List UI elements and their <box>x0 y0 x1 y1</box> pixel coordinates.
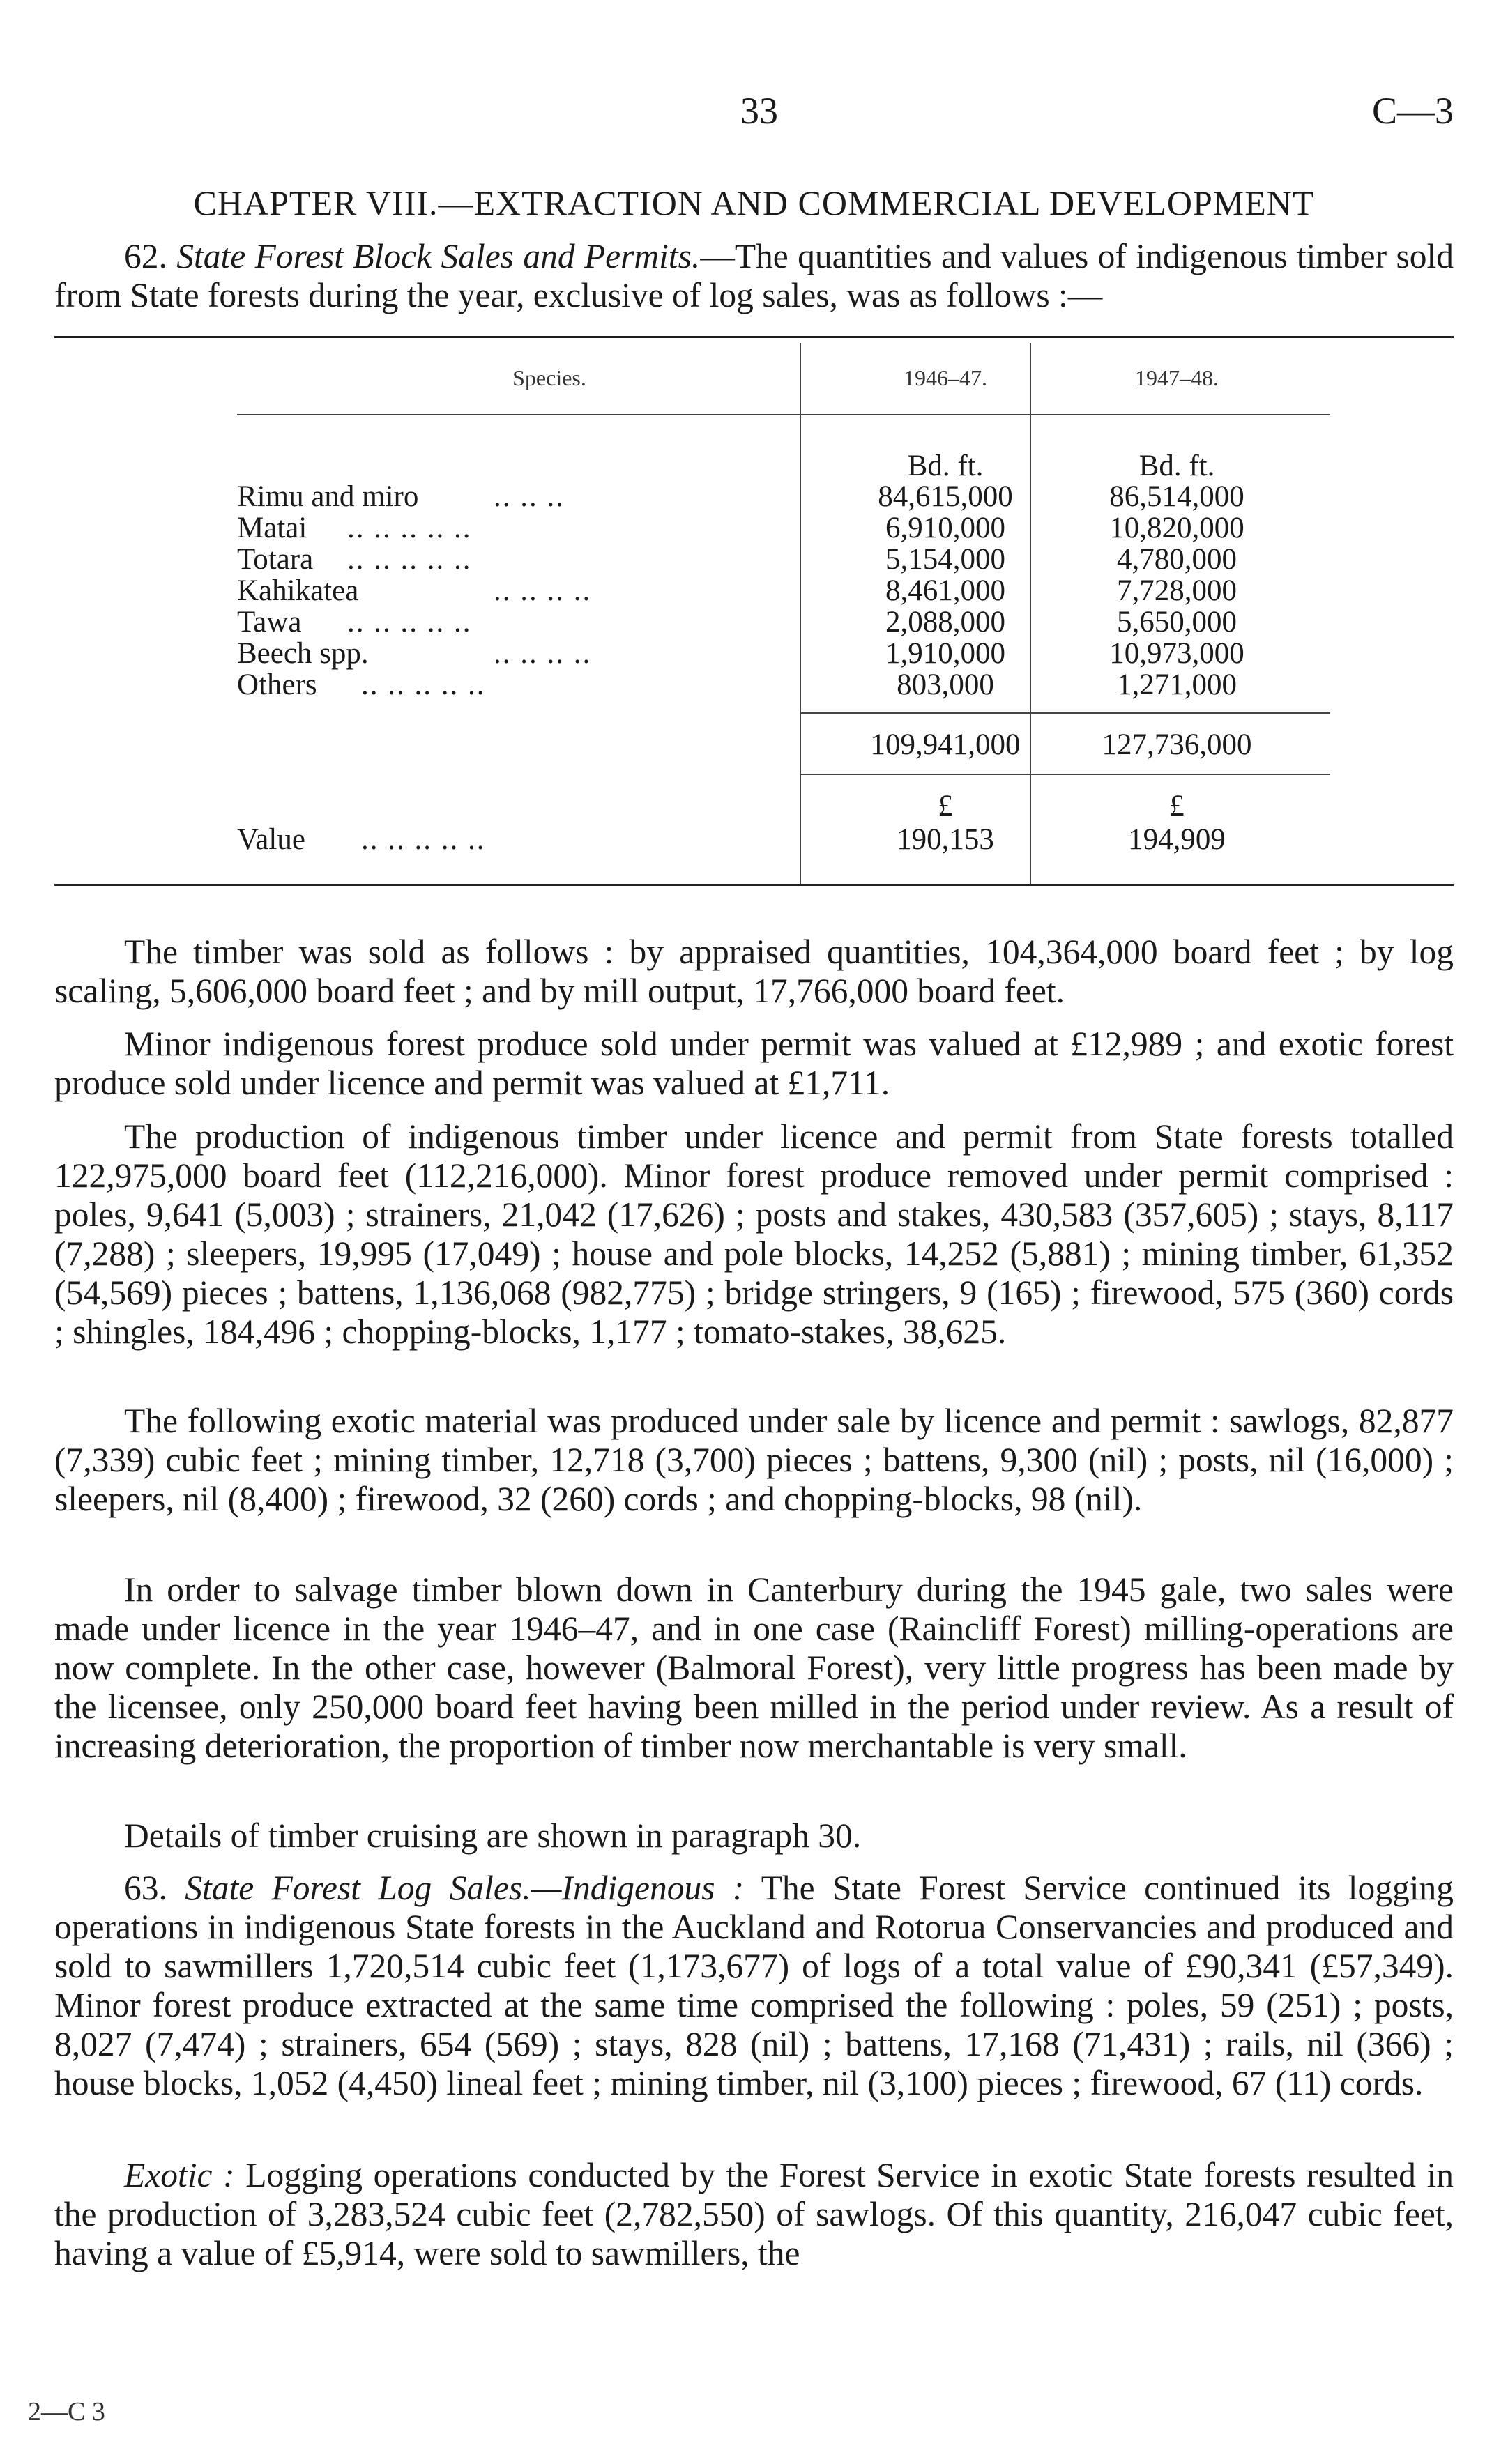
species-name: Tawa <box>237 606 302 638</box>
leader-dots: .. .. .. .. .. <box>347 606 472 638</box>
species-name: Kahikatea <box>237 574 359 607</box>
total-1947-48: 127,736,000 <box>1102 728 1252 761</box>
leader-dots: .. .. .. .. .. <box>361 823 486 856</box>
unit-1947-48: Bd. ft. <box>1138 450 1215 482</box>
currency-1947-48: £ <box>1169 790 1185 822</box>
currency-1946-47: £ <box>938 790 953 822</box>
table-row <box>54 511 1454 542</box>
section-62-heading: State Forest Block Sales and Permits. <box>176 237 701 275</box>
section-63-log-sales <box>54 1869 1454 2103</box>
value-1946-47: 1,910,000 <box>885 637 1005 670</box>
header-underline <box>237 414 1330 415</box>
total-underline <box>800 774 1330 775</box>
leader-dots: .. .. .. <box>494 480 565 513</box>
leader-dots: .. .. .. .. <box>494 637 592 670</box>
table-row <box>54 542 1454 574</box>
table-top-rule <box>54 336 1454 338</box>
exotic-text: Logging operations conducted by the Forest Service in exotic State forests resulted in the production of 3,283,524 cubic feet (2,782,550) of sawlogs. Of this quantity, 216,047 cubic feet, having a value of £5,914, were sold to sawmillers, the <box>54 2156 1454 2272</box>
section-62-number: 62. <box>124 237 167 275</box>
species-name: Totara <box>237 543 314 576</box>
signature-mark: 2—C 3 <box>28 2397 105 2426</box>
table-row <box>54 636 1454 668</box>
value-1946-47: 803,000 <box>897 668 994 701</box>
section-62-text: —The quantities and values of indigenous timber sold from State forests during the year, exclusive of log sales, was as follows :— <box>54 237 1454 314</box>
section-63-number: 63. <box>124 1869 167 1907</box>
exotic-heading: Exotic : <box>124 2156 235 2194</box>
value-label: Value <box>237 823 305 856</box>
leader-dots: .. .. .. .. .. <box>347 543 472 576</box>
table-row <box>54 574 1454 605</box>
paragraph-sales-method: The timber was sold as follows : by appraised quantities, 104,364,000 board feet ; by log scaling, 5,606,000 board feet ; and by mill output, 17,766,000 board feet. <box>54 933 1454 1010</box>
paragraph-minor-produce: Minor indigenous forest produce sold under permit was valued at £12,989 ; and exotic forest produce sold under licence and permit was valued at £1,711. <box>54 1025 1454 1102</box>
value-1947-48: 10,820,000 <box>1109 512 1244 544</box>
value-1947-48: 10,973,000 <box>1109 637 1244 670</box>
value-1947-48: 86,514,000 <box>1109 480 1244 513</box>
section-63-subheading: —Indigenous : <box>531 1869 745 1907</box>
value-1947-48: 5,650,000 <box>1117 606 1237 638</box>
page-header <box>54 89 1454 138</box>
paragraph-cruising: Details of timber cruising are shown in paragraph 30. <box>124 1816 862 1855</box>
unit-1946-47: Bd. ft. <box>907 450 984 482</box>
species-name: Others <box>237 668 317 701</box>
col-header-1946-47: 1946–47. <box>904 365 987 390</box>
value-1946-47: 5,154,000 <box>885 543 1005 576</box>
paragraph-exotic-material: The following exotic material was produced under sale by licence and permit : sawlogs, 82,877 (7,339) cubic feet ; mining timber, 12,718 (3,700) pieces ; battens, 9,300 (nil) ; posts, nil (16,000) ; sleepers, nil (8,400) ; firewood, 32 (260) cords ; and chopping-blocks, 98 (nil). <box>54 1402 1454 1518</box>
species-name: Beech spp. <box>237 637 369 670</box>
table-bottom-rule <box>54 884 1454 886</box>
value-1947-48: 4,780,000 <box>1117 543 1237 576</box>
value-row <box>54 822 1454 854</box>
table-row <box>54 668 1454 699</box>
value-total-1947-48: 194,909 <box>1128 823 1226 856</box>
unit-row <box>54 449 1454 480</box>
col-header-1947-48: 1947–48. <box>1135 365 1219 390</box>
value-total-1946-47: 190,153 <box>897 823 994 856</box>
species-name: Rimu and miro <box>237 480 419 513</box>
chapter-title: CHAPTER VIII.—EXTRACTION AND COMMERCIAL DEVELOPMENT <box>193 183 1315 222</box>
section-62-intro <box>54 237 1454 315</box>
section-63-exotic <box>54 2156 1454 2273</box>
page-number: 33 <box>740 90 778 132</box>
paragraph-canterbury-salvage: In order to salvage timber blown down in Canterbury during the 1945 gale, two sales were made under licence in the year 1946–47, and in one case (Raincliff Forest) milling-operations are now complete. In the other case, however (Balmoral Forest), very little progress has been made by the licensee, only 250,000 board feet having been milled in the period under review. As a result of increasing deterioration, the proportion of timber now merchantable is very small. <box>54 1570 1454 1765</box>
total-row <box>54 728 1454 759</box>
col-header-species: Species. <box>512 365 586 390</box>
table-row <box>54 605 1454 636</box>
leader-dots: .. .. .. .. <box>494 574 592 607</box>
document-code: C—3 <box>1371 90 1454 132</box>
value-1947-48: 1,271,000 <box>1117 668 1237 701</box>
total-overline <box>800 712 1330 714</box>
value-1946-47: 84,615,000 <box>878 480 1013 513</box>
leader-dots: .. .. .. .. .. <box>347 512 472 544</box>
table-row <box>54 480 1454 511</box>
value-1947-48: 7,728,000 <box>1117 574 1237 607</box>
paragraph-production: The production of indigenous timber under licence and permit from State forests totalled 122,975,000 board feet (112,216,000). Minor forest produce removed under permit comprised : poles, 9,641 (5,003) ; strainers, 21,042 (17,626) ; posts and stakes, 430,583 (357,605) ; stays, 8,117 (7,288) ; sleepers, 19,995 (17,049) ; house and pole blocks, 14,252 (5,881) ; mining timber, 61,352 (54,569) pieces ; battens, 1,136,068 (982,775) ; bridge stringers, 9 (165) ; firewood, 575 (360) cords ; shingles, 184,496 ; chopping-blocks, 1,177 ; tomato-stakes, 38,625. <box>54 1117 1454 1351</box>
value-1946-47: 8,461,000 <box>885 574 1005 607</box>
section-63-text: The State Forest Service continued its logging operations in indigenous State forests in the Auckland and Rotorua Conservancies and produced and sold to sawmillers 1,720,514 cubic feet (1,173,677) of logs of a total value of £90,341 (£57,349). Minor forest produce extracted at the same time comprised the following : poles, 59 (251) ; posts, 8,027 (7,474) ; strainers, 654 (569) ; stays, 828 (nil) ; battens, 17,168 (71,431) ; rails, nil (366) ; house blocks, 1,052 (4,450) lineal feet ; mining timber, nil (3,100) pieces ; firewood, 67 (11) cords. <box>54 1869 1454 2102</box>
timber-sales-table <box>54 336 1454 894</box>
section-63-heading: State Forest Log Sales. <box>185 1869 531 1907</box>
value-1946-47: 6,910,000 <box>885 512 1005 544</box>
species-name: Matai <box>237 512 307 544</box>
currency-row <box>54 789 1454 820</box>
value-1946-47: 2,088,000 <box>885 606 1005 638</box>
leader-dots: .. .. .. .. .. <box>361 668 486 701</box>
total-1946-47: 109,941,000 <box>870 728 1021 761</box>
